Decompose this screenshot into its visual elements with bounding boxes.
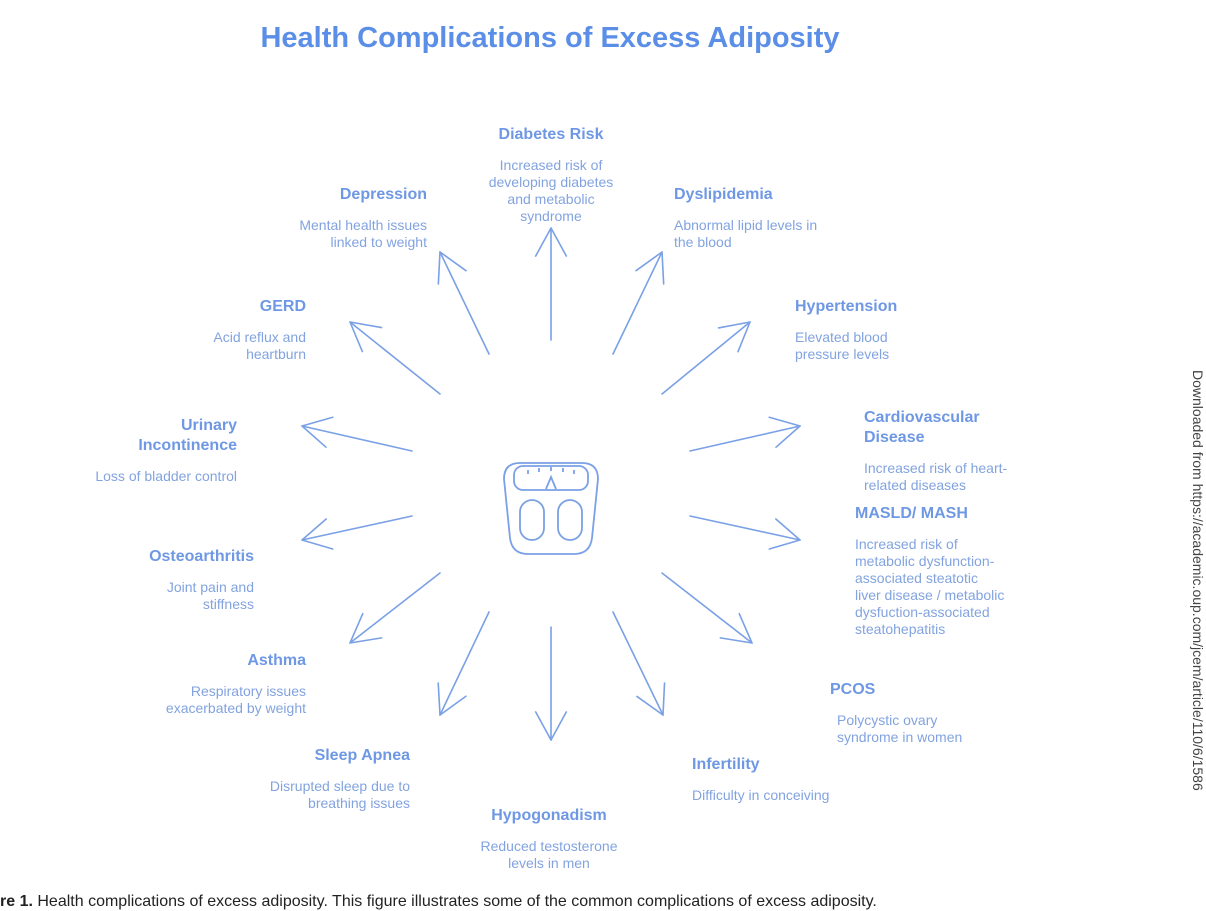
node-description: Increased risk of heart-related diseases: [864, 460, 1008, 493]
node-description: Difficulty in conceiving: [692, 787, 830, 803]
node-masld-mash: [855, 504, 1005, 638]
node-description: Joint pain and stiffness: [166, 579, 254, 612]
arrow-shaft: [302, 426, 412, 451]
arrow-shaft: [690, 516, 800, 540]
node-infertility: [692, 755, 872, 804]
node-description: Mental health issues linked to weight: [299, 217, 427, 250]
node-heading: GERD: [259, 298, 306, 315]
weighing-scale-icon: [504, 463, 598, 554]
arrow-group: [302, 228, 800, 740]
node-heading: Depression: [339, 186, 427, 203]
node-pcos: [830, 680, 980, 746]
node-description: Acid reflux and heartburn: [213, 329, 306, 362]
node-asthma: [146, 651, 306, 717]
node-description: Elevated blood pressure levels: [795, 329, 890, 362]
node-cardiovascular-disease: [864, 408, 1019, 494]
node-heading: PCOS: [830, 681, 876, 698]
node-description: Disrupted sleep due to breathing issues: [269, 778, 410, 811]
node-depression: [277, 185, 427, 251]
node-heading: Urinary Incontinence: [138, 417, 237, 454]
node-hypogonadism: [469, 806, 629, 872]
node-description: Respiratory issues exacerbated by weight: [165, 683, 306, 716]
node-heading: Sleep Apnea: [314, 747, 410, 764]
arrow-shaft: [690, 426, 800, 451]
caption-label: re 1.: [0, 893, 33, 910]
node-hypertension: [795, 297, 915, 363]
diagram-title: Health Complications of Excess Adiposity: [260, 22, 840, 54]
node-heading: Diabetes Risk: [498, 126, 604, 143]
node-heading: Asthma: [247, 652, 306, 669]
figure-caption: [0, 893, 1200, 911]
node-description: Increased risk of metabolic dysfunction-associated steatotic liver disease / metabolic dysfuction-associated steatohepatitis: [855, 536, 1005, 637]
node-description: Reduced testosterone levels in men: [480, 838, 618, 871]
arrow-shaft: [440, 252, 489, 354]
node-heading: Osteoarthritis: [149, 548, 254, 565]
caption-text: Health complications of excess adiposity. This figure illustrates some of the common complications of excess adiposity.: [37, 893, 877, 910]
arrow-shaft: [662, 573, 752, 643]
arrow-shaft: [613, 612, 663, 715]
node-urinary-incontinence: [57, 416, 237, 485]
arrow-shaft: [302, 516, 412, 540]
node-gerd: [186, 297, 306, 363]
node-sleep-apnea: [250, 746, 410, 812]
node-heading: Dyslipidemia: [674, 186, 773, 203]
arrow-shaft: [662, 322, 750, 394]
node-dyslipidemia: [674, 185, 834, 251]
node-heading: Infertility: [692, 756, 760, 773]
arrow-shaft: [350, 573, 440, 643]
node-heading: Cardiovascular Disease: [864, 409, 980, 446]
arrow-shaft: [440, 612, 489, 715]
node-diabetes-risk: [451, 125, 651, 225]
node-description: Polycystic ovary syndrome in women: [837, 712, 963, 745]
node-heading: Hypertension: [795, 298, 898, 315]
arrow-shaft: [613, 252, 662, 354]
node-description: Abnormal lipid levels in the blood: [674, 217, 818, 250]
node-heading: Hypogonadism: [491, 807, 607, 824]
side-watermark-text: Downloaded from https://academic.oup.com/jcem/article/110/6/1586: [1190, 370, 1206, 791]
node-description: Increased risk of developing diabetes and metabolic syndrome: [488, 157, 614, 224]
arrow-shaft: [350, 322, 440, 394]
node-description: Loss of bladder control: [95, 468, 237, 484]
node-osteoarthritis: [134, 547, 254, 613]
node-heading: MASLD/ MASH: [855, 505, 968, 522]
